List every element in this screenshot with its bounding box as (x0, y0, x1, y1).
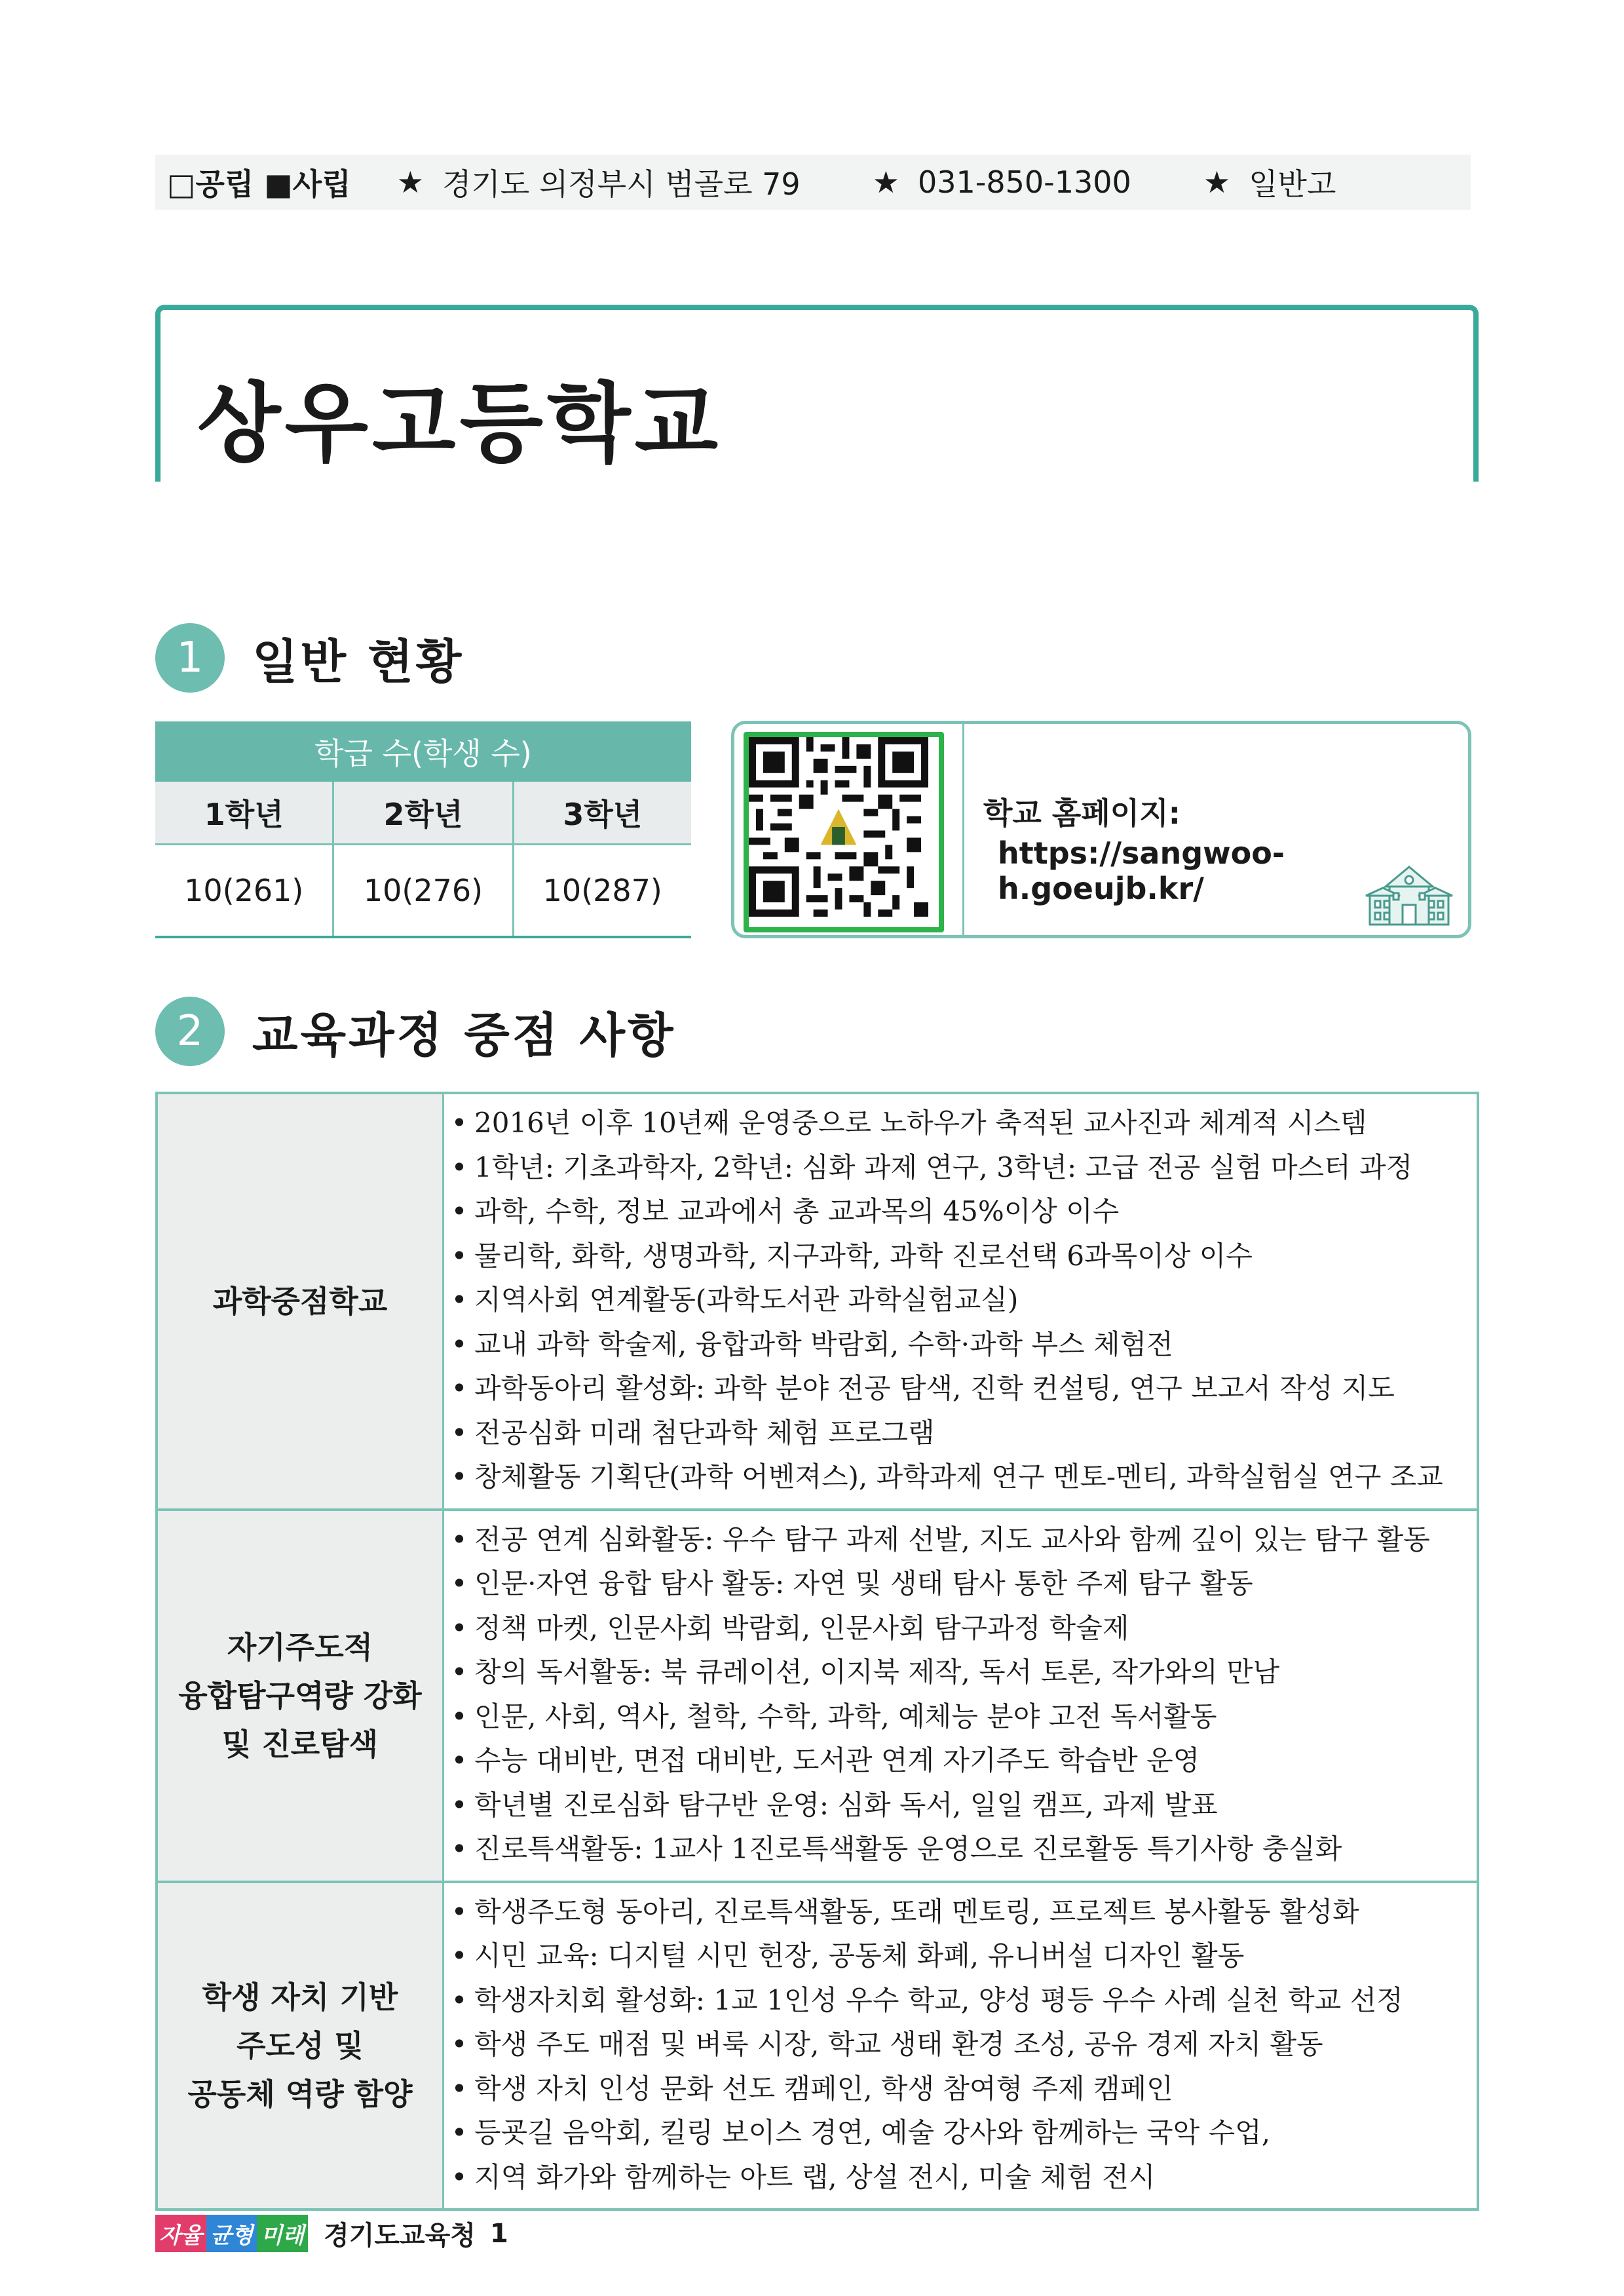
qr-code-icon (749, 737, 928, 917)
list-item-text: 물리학, 화학, 생명과학, 지구과학, 과학 진로선택 6과목이상 이수 (474, 1239, 1253, 1272)
homepage-link[interactable]: https://sangwoo-h.goeujb.kr/ (998, 835, 1285, 906)
class-count-cell: 10(276) (333, 845, 513, 938)
curriculum-table (155, 1092, 1479, 2211)
list-item-text: 수능 대비반, 면접 대비반, 도서관 연계 자기주도 학습반 운영 (474, 1744, 1200, 1776)
section-title: 교육과정 중점 사항 (252, 1008, 676, 1063)
curriculum-row (157, 1510, 1478, 1882)
list-item-text: 정책 마켓, 인문사회 박람회, 인문사회 탐구과정 학술제 (474, 1611, 1129, 1644)
bullet-icon: • (451, 1239, 468, 1272)
title-box (155, 305, 1479, 482)
footer (155, 2215, 508, 2252)
grade-header: 3학년 (513, 782, 691, 845)
list-item (444, 1518, 1477, 1562)
homepage-box (731, 721, 1471, 938)
list-item-text: 전공심화 미래 첨단과학 체험 프로그램 (474, 1416, 935, 1449)
list-item-text: 학년별 진로심화 탐구반 운영: 심화 독서, 일일 캠프, 과제 발표 (474, 1788, 1218, 1821)
bullet-icon: • (451, 1656, 468, 1688)
category-line: 주도성 및 (236, 2027, 364, 2063)
list-item-text: 2016년 이후 10년째 운영중으로 노하우가 축적된 교사진과 체계적 시스템 (474, 1107, 1367, 1139)
class-count-table (155, 721, 691, 938)
list-item (444, 1455, 1477, 1499)
section-number-badge: 2 (155, 997, 225, 1066)
list-item-text: 진로특색활동: 1교사 1진로특색활동 운영으로 진로활동 특기사항 충실화 (474, 1833, 1342, 1865)
grade-header: 2학년 (333, 782, 513, 845)
bullet-icon: • (451, 2160, 468, 2193)
section-general-status-heading (155, 623, 464, 693)
curriculum-category (157, 1093, 444, 1510)
list-item-text: 학생 자치 인성 문화 선도 캠페인, 학생 참여형 주제 캠페인 (474, 2072, 1173, 2105)
bullet-icon: • (451, 2116, 468, 2149)
list-item-text: 학생주도형 동아리, 진로특색활동, 또래 멘토링, 프로젝트 봉사활동 활성화 (474, 1895, 1359, 1928)
list-item-text: 학생 주도 매점 및 벼룩 시장, 학교 생태 환경 조성, 공유 경제 자치 활동 (474, 2028, 1323, 2060)
list-item (444, 1278, 1477, 1322)
list-item (444, 1366, 1477, 1411)
bullet-icon: • (451, 1461, 468, 1493)
list-item (444, 2067, 1477, 2111)
school-address: 경기도 의정부시 범골로 79 (442, 166, 801, 202)
category-line: 과학중점학교 (212, 1283, 388, 1319)
list-item-text: 전공 연계 심화활동: 우수 탐구 과제 선발, 지도 교사와 함께 깊이 있는 탐구 활동 (474, 1523, 1430, 1556)
list-item (444, 1101, 1477, 1145)
curriculum-row (157, 1093, 1478, 1510)
list-item (444, 1606, 1477, 1651)
bullet-icon: • (451, 1284, 468, 1316)
bullet-icon: • (451, 1940, 468, 1972)
bullet-icon: • (451, 1611, 468, 1644)
list-item-text: 지역사회 연계활동(과학도서관 과학실험교실) (474, 1284, 1019, 1316)
curriculum-category (157, 1882, 444, 2210)
category-line: 융합탐구역량 강화 (178, 1677, 422, 1713)
divider (962, 724, 964, 935)
list-item-text: 인문·자연 융합 탐사 활동: 자연 및 생태 탐사 통한 주제 탐구 활동 (474, 1567, 1253, 1599)
list-item (444, 1934, 1477, 1978)
list-item-text: 1학년: 기초과학자, 2학년: 심화 과제 연구, 3학년: 고급 전공 실험 마스터 과정 (474, 1151, 1413, 1183)
bullet-icon: • (451, 1744, 468, 1776)
item-list (444, 1890, 1477, 2200)
list-item (444, 1827, 1477, 1871)
list-item (444, 1234, 1477, 1278)
homepage-label: 학교 홈페이지: (983, 795, 1181, 831)
page-title: 상우고등학교 (197, 373, 723, 474)
bullet-icon: • (451, 1700, 468, 1732)
phone-item (873, 164, 1131, 200)
class-count-cell: 10(287) (513, 845, 691, 938)
item-list (444, 1518, 1477, 1871)
slogan-badge: 균형 (206, 2215, 257, 2252)
star-icon: ★ (872, 164, 899, 200)
list-item (444, 1650, 1477, 1694)
item-list (444, 1101, 1477, 1499)
list-item (444, 1783, 1477, 1827)
category-line: 학생 자치 기반 (202, 1979, 398, 2015)
bullet-icon: • (451, 1788, 468, 1821)
school-building-icon (1363, 862, 1455, 930)
bullet-icon: • (451, 2028, 468, 2060)
table-header: 학급 수(학생 수) (155, 721, 691, 782)
list-item-text: 교내 과학 학술제, 융합과학 박람회, 수학·과학 부스 체험전 (474, 1328, 1173, 1360)
list-item (444, 1738, 1477, 1783)
list-item-text: 과학, 수학, 정보 교과에서 총 교과목의 45%이상 이수 (474, 1195, 1120, 1227)
list-item-text: 과학동아리 활성화: 과학 분야 전공 탐색, 진학 컨설팅, 연구 보고서 작성 지도 (474, 1372, 1395, 1404)
list-item (444, 2111, 1477, 2155)
qr-code[interactable] (744, 732, 944, 932)
bullet-icon: • (451, 2072, 468, 2105)
bullet-icon: • (451, 1895, 468, 1928)
list-item (444, 1561, 1477, 1606)
list-item (444, 1694, 1477, 1739)
bullet-icon: • (451, 1195, 468, 1227)
list-item-text: 창의 독서활동: 북 큐레이션, 이지북 제작, 독서 토론, 작가와의 만남 (474, 1656, 1280, 1688)
list-item (444, 1322, 1477, 1367)
bullet-icon: • (451, 1983, 468, 2016)
list-item-text: 인문, 사회, 역사, 철학, 수학, 과학, 예체능 분야 고전 독서활동 (474, 1700, 1217, 1732)
school-phone: 031-850-1300 (917, 164, 1131, 200)
bullet-icon: • (451, 1523, 468, 1556)
list-item-text: 등굣길 음악회, 킬링 보이스 경연, 예술 강사와 함께하는 국악 수업, (474, 2116, 1271, 2149)
address-item (397, 161, 801, 204)
bullet-icon: • (451, 1833, 468, 1865)
list-item-text: 창체활동 기획단(과학 어벤져스), 과학과제 연구 멘토-멘티, 과학실험실 연구 조교 (474, 1461, 1443, 1493)
list-item-text: 시민 교육: 디지털 시민 헌장, 공동체 화폐, 유니버설 디자인 활동 (474, 1940, 1245, 1972)
curriculum-items (444, 1882, 1479, 2210)
section-title: 일반 현황 (252, 634, 464, 689)
bullet-icon: • (451, 1328, 468, 1360)
page-number: 1 (489, 2218, 508, 2249)
bullet-icon: • (451, 1107, 468, 1139)
list-item (444, 1411, 1477, 1455)
curriculum-category (157, 1510, 444, 1882)
list-item (444, 1978, 1477, 2023)
list-item-text: 지역 화가와 함께하는 아트 랩, 상설 전시, 미술 체험 전시 (474, 2160, 1156, 2193)
section-curriculum-heading (155, 997, 676, 1066)
grade-header: 1학년 (155, 782, 333, 845)
category-line: 공동체 역량 함양 (187, 2076, 413, 2112)
class-count-cell: 10(261) (155, 845, 333, 938)
list-item (444, 1145, 1477, 1190)
bullet-icon: • (451, 1151, 468, 1183)
school-type: □공립 ■사립 (167, 166, 351, 202)
section-number-badge: 1 (155, 623, 225, 693)
school-kind: 일반고 (1249, 166, 1336, 202)
bullet-icon: • (451, 1372, 468, 1404)
slogan-badge: 미래 (257, 2215, 308, 2252)
slogan-badge: 자율 (155, 2215, 206, 2252)
star-icon: ★ (1203, 164, 1231, 200)
curriculum-row (157, 1882, 1478, 2210)
list-item (444, 1890, 1477, 1934)
bullet-icon: • (451, 1567, 468, 1599)
curriculum-items (444, 1093, 1479, 1510)
bullet-icon: • (451, 1416, 468, 1449)
school-kind-item (1203, 161, 1336, 204)
curriculum-items (444, 1510, 1479, 1882)
star-icon: ★ (396, 164, 424, 200)
category-line: 및 진로탐색 (221, 1726, 379, 1762)
footer-organization: 경기도교육청 (324, 2221, 476, 2251)
list-item-text: 학생자치회 활성화: 1교 1인성 우수 학교, 양성 평등 우수 사례 실천 학교 선정 (474, 1983, 1403, 2016)
category-line: 자기주도적 (227, 1629, 373, 1665)
school-info-bar (155, 155, 1471, 210)
list-item (444, 2022, 1477, 2067)
list-item (444, 2155, 1477, 2200)
list-item (444, 1189, 1477, 1234)
